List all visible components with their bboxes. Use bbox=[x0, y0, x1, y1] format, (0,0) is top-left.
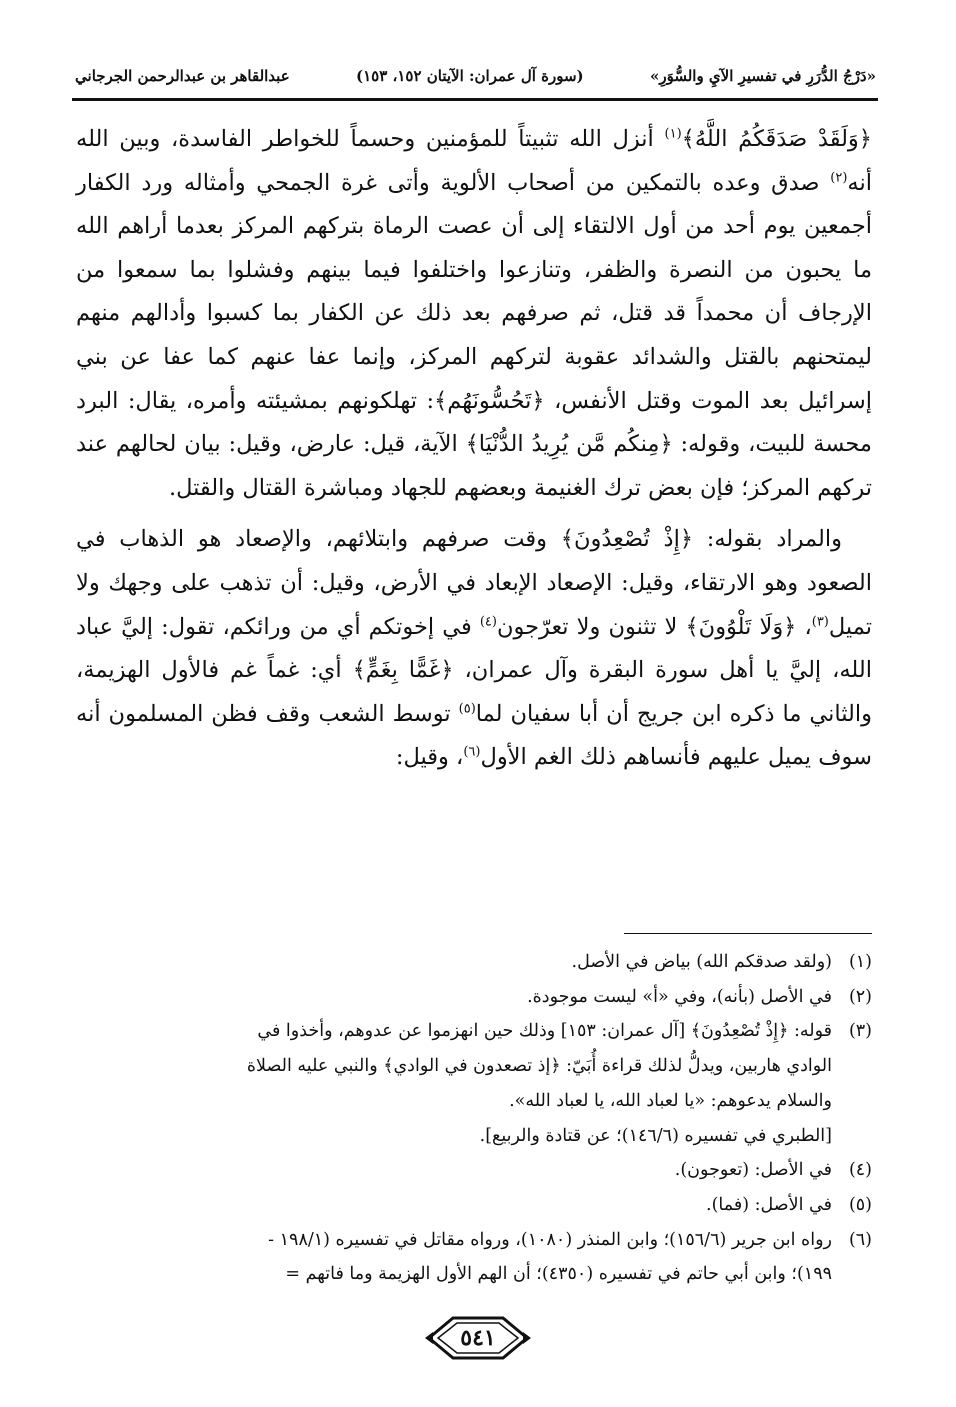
footnote-item bbox=[72, 1188, 872, 1223]
footnote-line: في الأصل: (فما). bbox=[706, 1194, 832, 1215]
footnote-ref[interactable]: (٤) bbox=[479, 614, 497, 630]
footnote-line: الوادي هاربين، ويدلُّ لذلك قراءة أُبَيّ: ﴿إذ تصعدون في الوادي﴾ والنبي عليه الصلاة bbox=[246, 1056, 832, 1077]
footnote-text bbox=[72, 1153, 832, 1188]
running-header bbox=[75, 60, 876, 92]
footnote-item bbox=[72, 980, 872, 1015]
footnote-item bbox=[72, 945, 872, 980]
quran-quote: ﴿تَحُسُّونَهُم﴾ bbox=[434, 387, 545, 414]
footnote-number: (٢) bbox=[848, 986, 872, 1007]
quran-quote: ﴿غَمًّا بِغَمٍّ﴾ bbox=[352, 657, 454, 684]
main-text bbox=[76, 118, 872, 780]
footnote-number: (١) bbox=[848, 952, 872, 972]
quran-quote: ﴿مِنكُم مَّن يُرِيدُ الدُّنْيَا﴾ bbox=[465, 431, 673, 458]
footnote-number: (٥) bbox=[848, 1194, 872, 1215]
footnote-number: (٤) bbox=[848, 1160, 872, 1181]
quran-quote: ﴿إِذْ تُصْعِدُونَ﴾ bbox=[560, 526, 694, 553]
header-author: عبدالقاهر بن عبدالرحمن الجرجاني bbox=[75, 67, 290, 85]
footnote-separator bbox=[624, 933, 872, 934]
text-run: في إخوتكم أي من ورائكم، تقول: إليَّ عباد الله، إليَّ يا أهل سورة البقرة وآل عمران، bbox=[76, 613, 872, 684]
text-run: والمراد بقوله: bbox=[693, 526, 842, 553]
footnote-line: (ولقد صدقكم الله) بياض في الأصل. bbox=[571, 952, 832, 972]
text-run: لا تثنون ولا تعرّجون bbox=[496, 613, 686, 640]
text-run: ، bbox=[796, 613, 812, 640]
text-run: صدق وعده بالتمكين من أصحاب الألوية وأتى غرة الجمحي وأمثاله ورد الكفار أجمعين يوم أحد من أول الالتقاء إلى أن عصت الرماة بتركهم المركز بعدما أراهم الله ما يحبون من النصرة والظفر، وتنازعوا واختلفوا فيما بينهم وفشلوا بما سمعوا من الإرجاف أن محمداً قد قتل، ثم صرفهم بعد ذلك عن الكفار بما كسبوا وأدالهم منهم ليمتحنهم بالقتل والشدائد عقوبة لتركهم المركز، وإنما عفا عنهم كما عفا عن بني إسرائيل بعد الموت وقتل الأنفس، bbox=[76, 169, 872, 414]
header-book-title: «دَرْجُ الدُّرَرِ في تفسيرِ الآيِ والسُّوَرِ» bbox=[649, 67, 876, 85]
footnote-ref[interactable]: (٢) bbox=[830, 170, 848, 186]
footnote-text bbox=[72, 945, 832, 980]
footnote-text bbox=[72, 1188, 832, 1223]
text-run: توسط الشعب وقف فظن المسلمون أنه سوف يميل عليهم فأنساهم ذلك الغم الأول bbox=[76, 700, 872, 771]
text-run: أي: غماً غم فالأول الهزيمة، والثاني ما ذكره ابن جريج أن أبا سفيان لما bbox=[76, 657, 872, 727]
footnote-line: قوله: ﴿إِذْ تُصْعِدُونَ﴾ [آل عمران: ١٥٣] وذلك حين انهزموا عن عدوهم، وأخذوا في bbox=[257, 1021, 832, 1042]
page-number-ornament bbox=[423, 1314, 533, 1362]
footnote-ref[interactable]: (٦) bbox=[463, 744, 481, 760]
footnote-item bbox=[72, 1223, 872, 1292]
quran-quote: ﴿وَلَقَدْ صَدَقَكُمُ اللَّهُ﴾ bbox=[681, 126, 872, 152]
footnote-item bbox=[72, 1014, 872, 1153]
footnote-text bbox=[72, 980, 832, 1015]
text-run: ، وقيل: bbox=[395, 744, 464, 771]
footnote-item bbox=[72, 1153, 872, 1188]
text-run: وقت صرفهم وابتلائهم، والإصعاد هو الذهاب في الصعود وهو الارتقاء، وقيل: الإصعاد الإبعاد في الأرض، وقيل: أن تذهب على وجهك ولا تميل bbox=[76, 526, 872, 640]
footnote-number: (٣) bbox=[848, 1021, 872, 1042]
footnote-line: [الطبري في تفسيره (١٤٦/٦)؛ عن قتادة والربيع]. bbox=[479, 1125, 832, 1146]
paragraph-1 bbox=[76, 118, 872, 510]
header-surah-range: (سورة آل عمران: الآيتان ١٥٢، ١٥٣) bbox=[356, 67, 584, 85]
footnote-ref[interactable]: (١) bbox=[664, 126, 682, 142]
footnote-line: رواه ابن جرير (١٥٦/٦)؛ وابن المنذر (١٠٨٠)، ورواه مقاتل في تفسيره (١٩٨/١ - bbox=[268, 1229, 832, 1250]
footnote-line: في الأصل: (تعوجون). bbox=[674, 1160, 832, 1181]
footnote-number: (٦) bbox=[848, 1229, 872, 1250]
footnotes bbox=[72, 945, 872, 1292]
footnote-ref[interactable]: (٥) bbox=[458, 701, 476, 717]
text-run: الآية، قيل: عارض، وقيل: بيان لحالهم عند تركهم المركز؛ فإن بعض ترك الغنيمة وبعضهم للجهاد ومباشرة القتال والقتل. bbox=[76, 431, 872, 501]
text-run: أنزل الله تثبيتاً للمؤمنين وحسماً للخواطر الفاسدة، وبين الله أنه bbox=[76, 126, 872, 196]
quran-quote: ﴿وَلَا تَلْوُونَ﴾ bbox=[685, 613, 797, 640]
header-rule bbox=[72, 98, 878, 101]
footnote-text bbox=[72, 1014, 832, 1153]
footnote-line: في الأصل (بأنه)، وفي «أ» ليست موجودة. bbox=[527, 986, 832, 1007]
paragraph-2 bbox=[76, 518, 872, 780]
footnote-ref[interactable]: (٣) bbox=[811, 614, 829, 630]
page-number: ٥٤١ bbox=[460, 1325, 496, 1351]
text-run: : تهلكونهم بمشيئته وأمره، يقال: البرد محسة للبيت، وقوله: bbox=[76, 387, 872, 458]
footnote-line: والسلام يدعوهم: «يا لعباد الله، يا لعباد الله». bbox=[509, 1090, 832, 1111]
footnote-text bbox=[72, 1223, 832, 1292]
footnote-line: ١٩٩)؛ وابن أبي حاتم في تفسيره (٤٣٥٠)؛ أن الهم الأول الهزيمة وما فاتهم = bbox=[285, 1264, 832, 1285]
